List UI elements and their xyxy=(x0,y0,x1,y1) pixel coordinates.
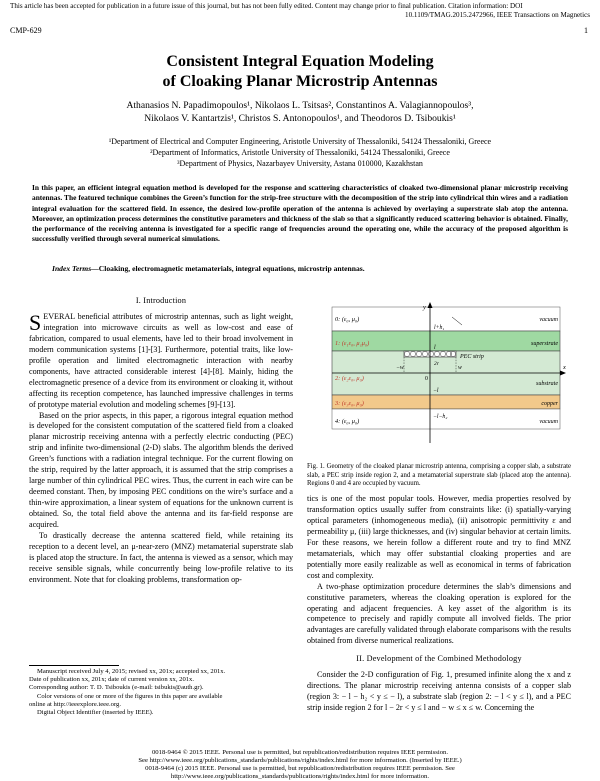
authors-line2: Nikolaos V. Kantartzis¹, Christos S. Antonopoulos¹, and Theodoros D. Tsiboukis¹ xyxy=(144,112,456,124)
intro-paragraph-2: Based on the prior aspects, in this paper, a rigorous integral equation method is developed for the consistent computation of the scattered field from a cloaked planar microstrip receiving antenna with a perfectly electric conducting (PEC) strip and infinite two-dimensional (2-D) slabs. The algorithm blends the derived Green’s functions with a radiation integral technique. For the current flowing on the strip, required by the latter approach, it is assumed that the strip comprises a large number of thin cylindrical PEC wires. Thus, the current in each wire can be deemed constant. Then, by imposing PEC conditions on the wire’s surface and a thin-wire approximation, a linear system of equations for the unknown current is obtained. So, the total field above the antenna and its far-field response are acquired. xyxy=(29,410,293,530)
top-note-line1: This article has been accepted for publication in a future issue of this journal, but has not been fully edited. Content may change prior to final publication. Citation information: DOI xyxy=(10,2,523,10)
paper-title xyxy=(0,52,600,92)
footnote-color: Color versions of one or more of the figures in this paper are available xyxy=(37,692,223,700)
region-4-label: 4: (ε₀, μ₀) xyxy=(335,418,360,425)
region-3-label: 3: (ε₃ε₀, μ₀) xyxy=(335,400,364,407)
region-3-copper xyxy=(332,395,560,409)
intro-right-paragraph-2: A two-phase optimization procedure determines the slab’s dimensions and constitutive parameters, whereas the cloaking operation is explored for the operating and adjacent frequencies. A key asset of the algorithm is its competence to precisely and rapidly compute all involved fields. The prior advantages are carefully validated through elaborate comparisons with the results obtained from diverse numerical realizations. xyxy=(307,581,571,646)
footnote-corresponding: Corresponding author: T. D. Tsiboukis (e-mail: tsibukis@auth.gr). xyxy=(29,684,204,692)
section-heading-methodology: II. Development of the Combined Methodology xyxy=(356,654,522,664)
2r-label: 2r xyxy=(434,361,439,367)
footer-line2: See http://www.ieee.org/publications_standards/publications/rights/index.html for more information. (Inserted by IEEE.) xyxy=(138,756,462,764)
footnote-publication: Date of publication xx, 201x; date of current version xx, 201x. xyxy=(29,676,194,684)
drop-cap: S xyxy=(29,309,42,335)
figure-1-caption: Fig. 1. Geometry of the cloaked planar microstrip antenna, comprising a copper slab, a substrate slab, a PEC strip inside region 2, and a metamaterial superstrate slab (placed atop the antenna). Regions 0 and 4 are occupied by vacuum. xyxy=(307,463,571,488)
footer-line3: 0018-9464 (c) 2015 IEEE. Personal use is permitted, but republication/redistribution requires IEEE permission. See xyxy=(145,764,455,772)
region-0-vacuum xyxy=(332,307,560,331)
copper-label: copper xyxy=(541,401,558,407)
pec-strip-label: PEC strip xyxy=(460,354,484,360)
index-terms xyxy=(52,264,572,274)
title-line2: of Cloaking Planar Microstrip Antennas xyxy=(162,73,438,90)
l-plus-h1-label: l+h₁ xyxy=(434,325,445,331)
y-axis-arrow xyxy=(428,302,433,308)
intro-paragraph-1 xyxy=(29,309,293,411)
abstract: In this paper, an efficient integral equation method is developed for the response and scattering characteristics of cloaked two-dimensional planar microstrip receiving antennas. The featured technique combines the Green’s function for the strip-free structure with the decomposition of the strip into cylindrical thin wires and a radiation integral evaluation for the scattered field. In essence, the desired low-profile operation of the antenna is achieved by overlaying a superstrate slab atop the antenna. Moreover, an optimization process determines the constitutive parameters and thickness of the slab so that a significantly reduced scattering behavior is obtained. Finally, the performance of the receiving antenna is investigated for a specific range of frequencies around the operating one, while the accuracy of the proposed algorithm is successfully verified through several numerical simulations. xyxy=(32,183,568,244)
affiliation-1: ¹Department of Electrical and Computer Engineering, Aristotle University of Thessaloniki, 54124 Thessaloniki, Greece xyxy=(108,137,492,146)
intro-right-paragraph-1: tics is one of the most popular tools. However, media properties resolved by transformation optics usually suffer from constraints like: (i) spatially-varying optical parameters (inhomogeneous media), (ii) anisotropic permittivity ε and permeability μ, (iii) large thicknesses, and (iv) singular behavior at certain limits. For these reasons, we herein follow a different route and try to find MNZ metamaterials, which may offer substantial cloaking properties and are potentially more easily realizable as well as economical in terms of fabrication cost and complexity. xyxy=(307,494,571,580)
top-publication-note xyxy=(10,2,590,20)
manuscript-id: CMP-629 xyxy=(10,26,42,35)
footnote-doi: Digital Object Identifier (inserted by IEEE). xyxy=(37,709,154,717)
section-heading-introduction: I. Introduction xyxy=(135,296,187,305)
footnote-received: Manuscript received July 4, 2015; revised xx, 201x; accepted xx, 201x. xyxy=(37,668,226,675)
affiliation-3: ³Department of Physics, Nazarbayev University, Astana 010000, Kazakhstan xyxy=(177,159,423,168)
region-2-label: 2: (ε₂ε₀, μ₀) xyxy=(335,375,364,382)
region-0-label: 0: (ε₀, μ₀) xyxy=(335,316,360,323)
footer-line4: http://www.ieee.org/publications_standards/publications/rights/index.html for more information. xyxy=(170,772,430,780)
index-terms-label: Index Terms xyxy=(52,264,92,273)
left-column xyxy=(29,296,293,586)
right-column xyxy=(307,494,571,714)
affiliation-2: ²Department of Informatics, Aristotle University of Thessaloniki, 54124 Thessaloniki, Greece xyxy=(150,148,450,157)
region-1-label: 1: (ε₁ε₀, μ₁μ₀) xyxy=(335,340,370,347)
x-axis-label: x xyxy=(563,364,566,371)
intro-paragraph-3: To drastically decrease the antenna scattered field, while retaining its reception to a decent level, an μ-near-zero (MNZ) metamaterial superstrate slab is placed atop the structure. In fact, the antenna is viewed as a sensor, which may receive sensible signals, while concurrently being low-profile relative to its environment. Note that for cloaking problems, transformation op- xyxy=(29,531,293,584)
top-note-line2: 10.1109/TMAG.2015.2472966, IEEE Transactions on Magnetics xyxy=(405,11,590,19)
neg-l-minus-h2-label: −l−h₂ xyxy=(433,414,448,420)
author-list xyxy=(0,100,600,125)
methodology-paragraph-1: Consider the 2-D configuration of Fig. 1, presumed infinite along the x and z directions. The planar microstrip receiving antenna consists of a copper slab (region 3: − l − h₂ < y ≤ − l), a substrate slab (region 2: − l < y ≤ l), and a PEC strip inside region 2 for l − 2r < y ≤ l and − w ≤ x ≤ w. Concerning the xyxy=(307,670,571,713)
substrate-label: substrate xyxy=(535,381,558,387)
page-number: 1 xyxy=(584,26,588,35)
origin-label: 0 xyxy=(425,376,428,382)
footnote-online: online at http://ieeexplore.ieee.org. xyxy=(29,700,121,708)
neg-w-label: −w xyxy=(396,365,404,371)
vacuum-top-label: vacuum xyxy=(539,317,558,323)
footnote-divider xyxy=(29,665,119,666)
authors-line1: Athanasios N. Papadimopoulos¹, Nikolaos L. Tsitsas², Constantinos A. Valagiannopoulos³, xyxy=(126,100,474,111)
title-line1: Consistent Integral Equation Modeling xyxy=(166,53,434,70)
figure-1-geometry xyxy=(322,301,570,453)
footer-line1: 0018-9464 © 2015 IEEE. Personal use is permitted, but republication/redistribution requires IEEE permission. xyxy=(151,749,449,756)
affiliations xyxy=(0,136,600,169)
l-label: l xyxy=(434,345,436,351)
w-label: w xyxy=(458,365,462,371)
index-terms-text: —Cloaking, electromagnetic metamaterials, integral equations, microstrip antennas. xyxy=(91,264,365,273)
intro-paragraph-1-text: EVERAL beneficial attributes of microstrip antennas, such as light weight, integration into microwave circuits as well as low-cost and ease of fabrication, compared to usual elements, have led to their broad involvement in modern communication systems [1]-[3]. Furthermore, potential traits, like low-profile operation and limited electromagnetic interaction with nearby components, have attracted considerable interest [4]-[8]. Mainly, hiding the electromagnetic presence of a device from its environment or cloaking it, without affecting its reception competence, has launched impressive challenges in terms of prototype material evolution and modeling schemes [9]-[13]. xyxy=(29,311,293,409)
neg-l-label: −l xyxy=(433,388,439,394)
y-axis-label: y xyxy=(423,304,426,311)
vacuum-bottom-label: vacuum xyxy=(539,419,558,425)
superstrate-label: superstrate xyxy=(531,341,558,347)
footnotes xyxy=(29,668,293,717)
x-axis-arrow xyxy=(560,371,566,376)
